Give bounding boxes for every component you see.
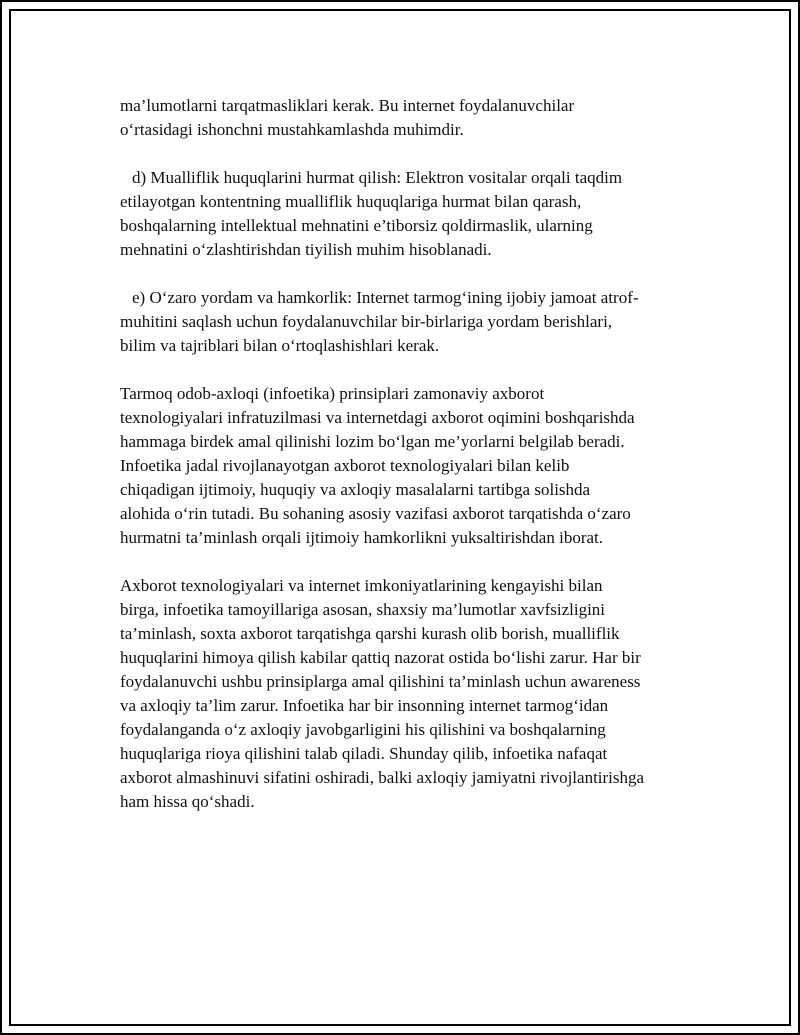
text-line: e) O‘zaro yordam va hamkorlik: Internet tarmog‘ining ijobiy jamoat atrof- — [132, 288, 639, 307]
text-line: va axloqiy ta’lim zarur. Infoetika har bir insonning internet tarmog‘idan — [120, 696, 609, 715]
text-line: foydalanuvchi ushbu prinsiplarga amal qilishini ta’minlash uchun awareness — [120, 672, 641, 691]
text-line: huquqlariga rioya qilishini talab qiladi. Shunday qilib, infoetika nafaqat — [120, 744, 608, 763]
text-line: bilim va tajriblari bilan o‘rtoqlashishlari kerak. — [120, 336, 440, 355]
text-line: etilayotgan kontentning mualliflik huquqlariga hurmat bilan qarash, — [120, 192, 582, 211]
text-line: chiqadigan ijtimoiy, huquqiy va axloqiy masalalarni tartibga solishda — [120, 480, 591, 499]
text-line: hammaga birdek amal qilinishi lozim bo‘lgan me’yorlarni belgilab beradi. — [120, 432, 625, 451]
text-line: birga, infoetika tamoyillariga asosan, shaxsiy ma’lumotlar xavfsizligini — [120, 600, 606, 619]
text-line: axborot almashinuvi sifatini oshiradi, balki axloqiy jamiyatni rivojlantirishga — [120, 768, 645, 787]
paragraph-infoethics-conclusion — [120, 574, 700, 814]
paragraph-infoethics-principles — [120, 382, 700, 550]
text-line: ma’lumotlarni tarqatmasliklari kerak. Bu internet foydalanuvchilar — [120, 96, 575, 115]
text-line: Infoetika jadal rivojlanayotgan axborot texnologiyalari bilan kelib — [120, 456, 570, 475]
text-line: Axborot texnologiyalari va internet imkoniyatlarining kengayishi bilan — [120, 576, 603, 595]
paragraph-mutual-help — [120, 286, 700, 358]
text-line: muhitini saqlash uchun foydalanuvchilar bir-birlariga yordam berishlari, — [120, 312, 613, 331]
text-line: texnologiyalari infratuzilmasi va internetdagi axborot oqimini boshqarishda — [120, 408, 635, 427]
paragraph-data-privacy-end — [120, 94, 700, 142]
text-line: Tarmoq odob-axloqi (infoetika) prinsiplari zamonaviy axborot — [120, 384, 545, 403]
document-body — [120, 94, 700, 838]
text-line: foydalanganda o‘z axloqiy javobgarligini his qilishini va boshqalarning — [120, 720, 606, 739]
paragraph-copyright-respect — [120, 166, 700, 262]
text-line: boshqalarning intellektual mehnatini e’tiborsiz qoldirmaslik, ularning — [120, 216, 593, 235]
text-line: huquqlarini himoya qilish kabilar qattiq nazorat ostida bo‘lishi zarur. Har bir — [120, 648, 641, 667]
text-line: d) Mualliflik huquqlarini hurmat qilish: Elektron vositalar orqali taqdim — [132, 168, 623, 187]
text-line: hurmatni ta’minlash orqali ijtimoiy hamkorlikni yuksaltirishdan iborat. — [120, 528, 604, 547]
text-line: alohida o‘rin tutadi. Bu sohaning asosiy vazifasi axborot tarqatishda o‘zaro — [120, 504, 631, 523]
text-line: ta’minlash, soxta axborot tarqatishga qarshi kurash olib borish, mualliflik — [120, 624, 620, 643]
text-line: ham hissa qo‘shadi. — [120, 792, 255, 811]
text-line: mehnatini o‘zlashtirishdan tiyilish muhim hisoblanadi. — [120, 240, 492, 259]
text-line: o‘rtasidagi ishonchni mustahkamlashda muhimdir. — [120, 120, 464, 139]
